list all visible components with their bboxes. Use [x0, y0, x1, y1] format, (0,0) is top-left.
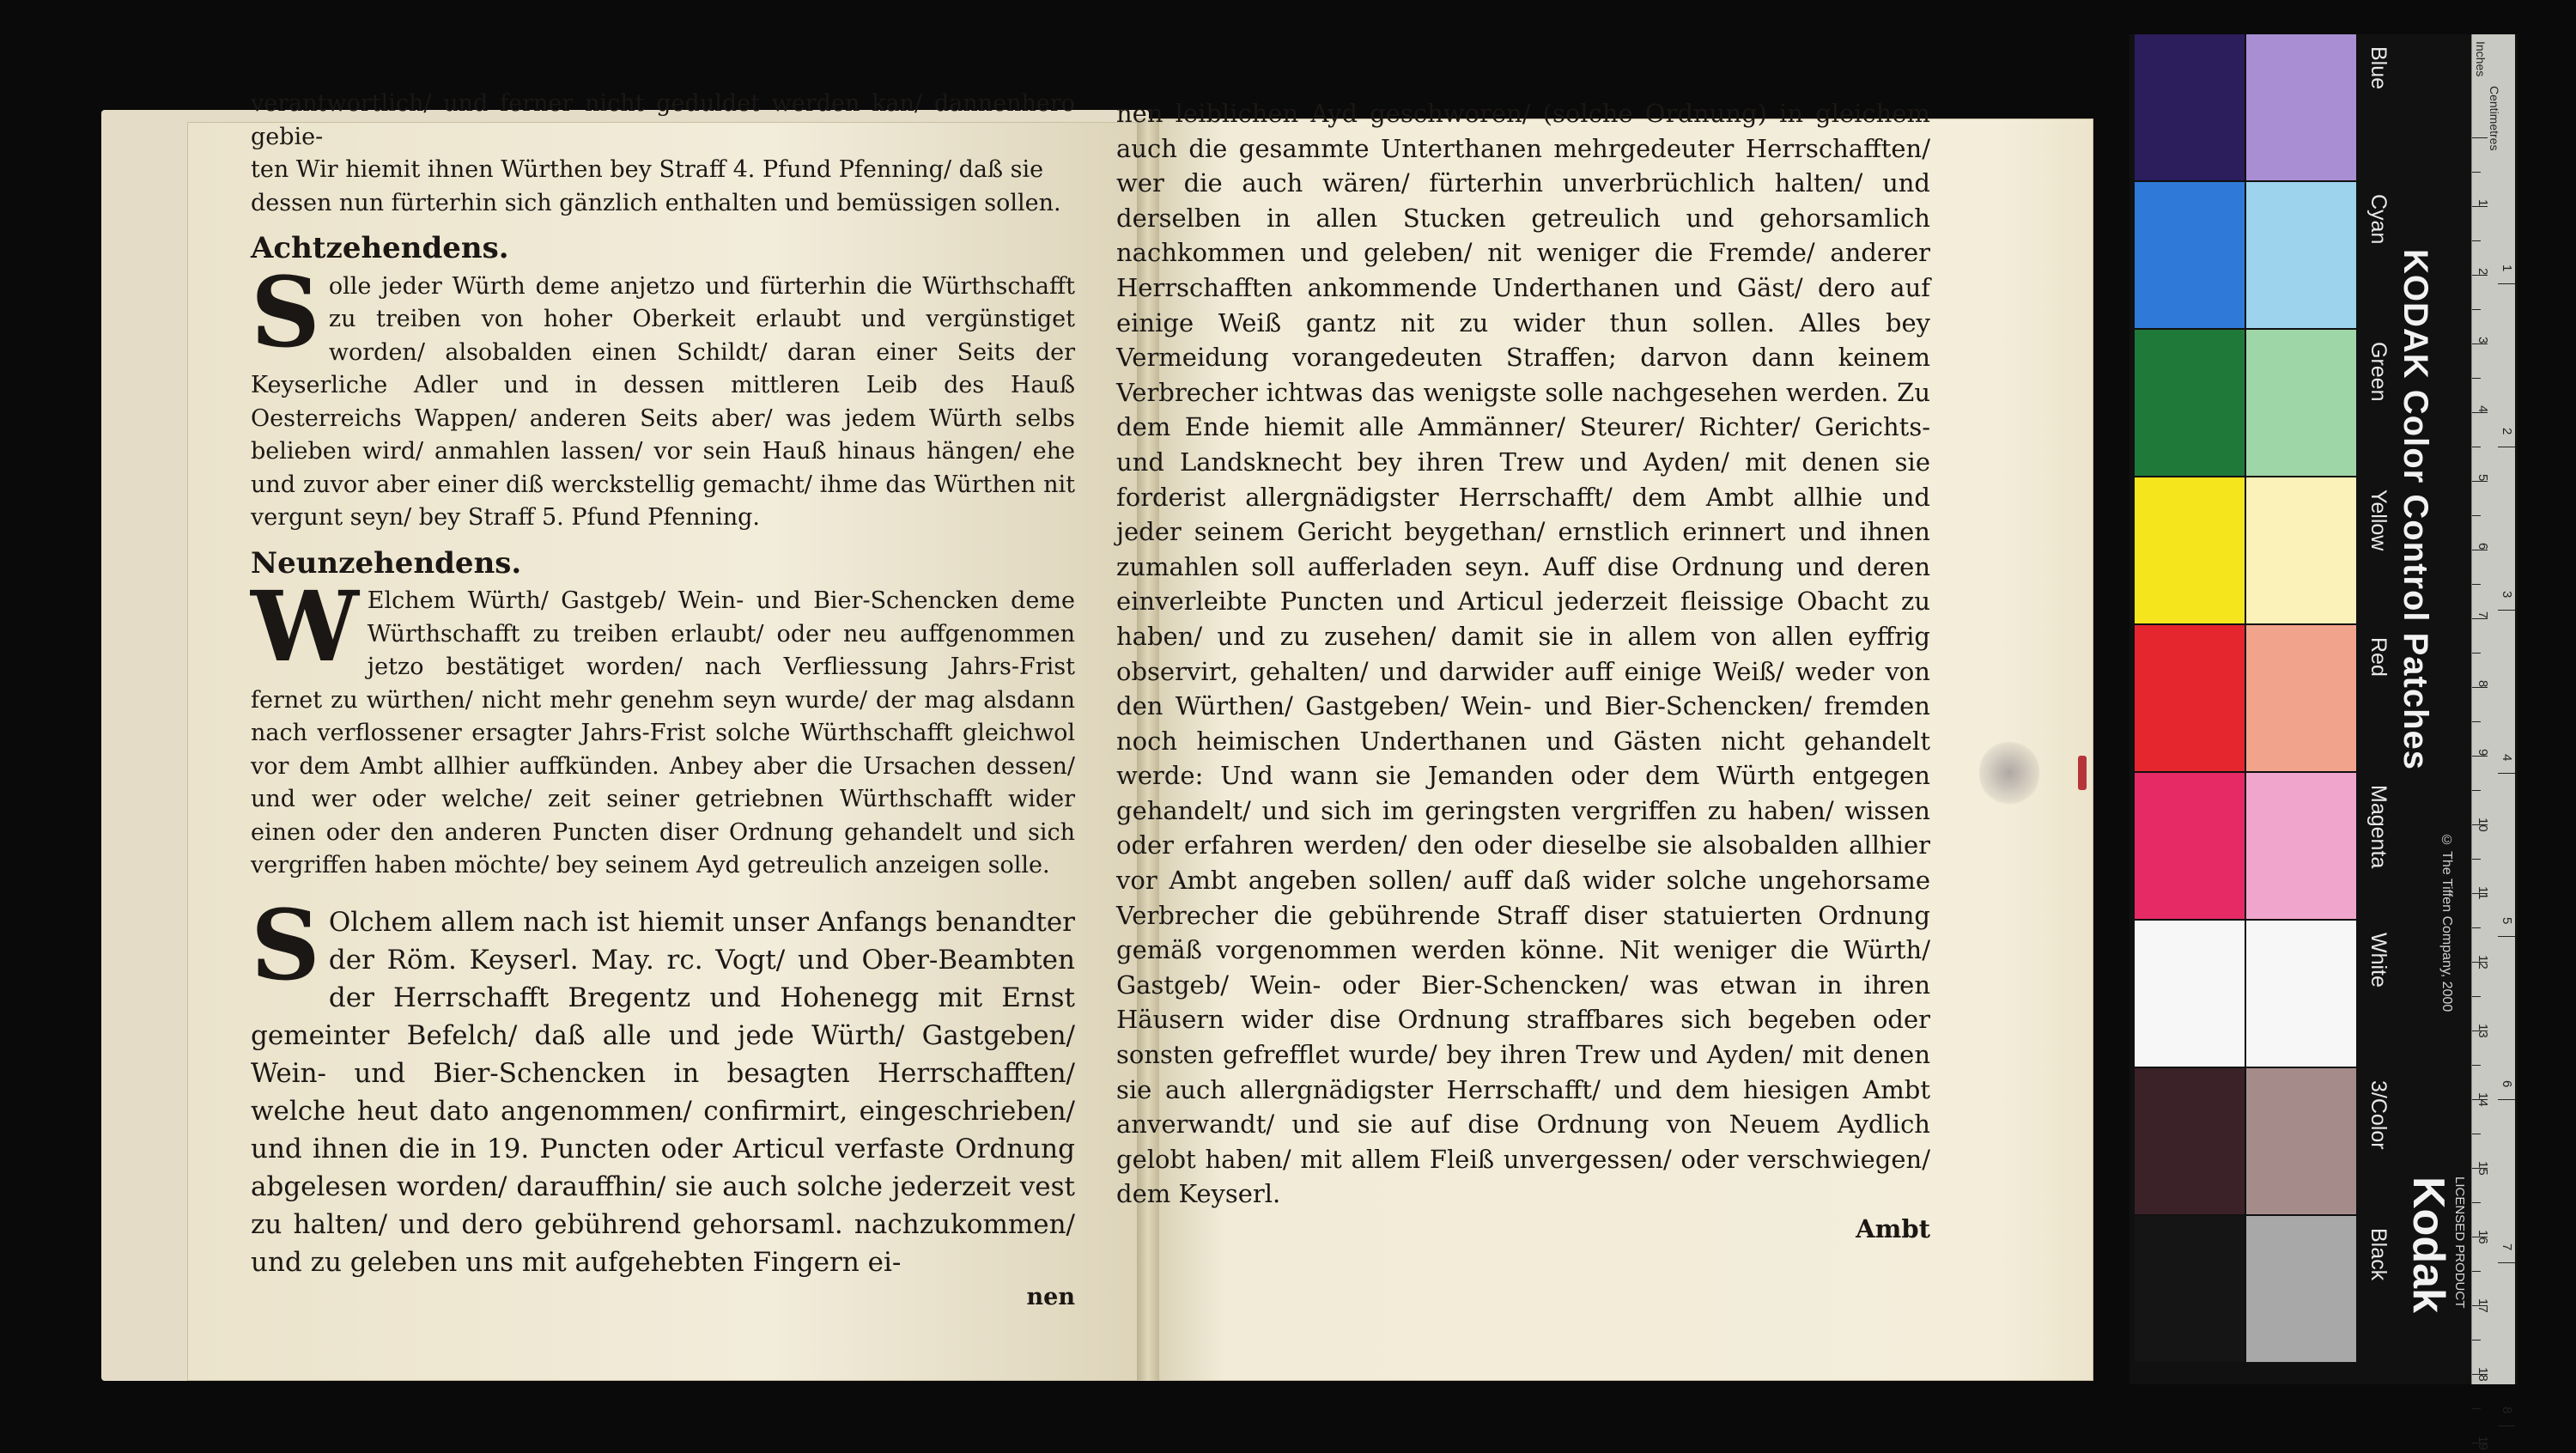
ruler-inch-number: 2: [2500, 428, 2514, 435]
section-18-dropcap: S: [251, 256, 320, 369]
ruler-tick: [2472, 653, 2481, 654]
patch-label: 3/Color: [2366, 1080, 2391, 1150]
patch-label: Black: [2366, 1228, 2391, 1281]
patch-light: [2246, 34, 2356, 180]
ruler-cm-number: 6: [2476, 543, 2490, 550]
ruler-tick: [2472, 721, 2481, 722]
patch-row-3-color: [2135, 1068, 2358, 1214]
intro-line-2: ten Wir hiemit ihnen Würthen bey Straff 4. Pfund Pfenning/ daß sie: [251, 156, 1044, 183]
patch-label: Red: [2366, 637, 2391, 677]
left-catchword: nen: [1026, 1283, 1075, 1310]
section-18-paragraph: [251, 256, 1075, 535]
ruler-cm-number: 14: [2476, 1092, 2490, 1107]
ruler-inch-number: 8: [2500, 1407, 2514, 1414]
color-control-bar: [2129, 34, 2518, 1450]
patch-label: Green: [2366, 342, 2391, 402]
ruler-tick: [2472, 1202, 2481, 1203]
kodak-logo: Kodak: [2403, 1176, 2453, 1313]
ruler-tick: [2472, 996, 2481, 997]
ruler-tick: [2472, 859, 2481, 860]
patch-light: [2246, 1216, 2356, 1362]
patch-row-black: [2135, 1216, 2358, 1362]
ruler-inch-tick: [2498, 1099, 2515, 1100]
right-page-text: [1116, 96, 1930, 1247]
ruler-inch-tick: [2498, 773, 2515, 774]
closing-dropcap: S: [251, 889, 320, 1002]
closing-paragraph: [251, 889, 1075, 1281]
patch-row-cyan: [2135, 182, 2358, 328]
patch-row-magenta: [2135, 773, 2358, 919]
patch-dark: [2135, 625, 2245, 771]
ruler-tick: [2472, 1065, 2481, 1066]
patch-row-yellow: [2135, 477, 2358, 623]
ruler-cm-number: 3: [2476, 337, 2490, 344]
closing-body: Olchem allem nach ist hiemit unser Anfangs benandter der Röm. Keyserl. May. rc. Vogt/ und Ober-Beambten der Herrschafft Bregentz und Hohenegg mit Ernst gemeinter Befelch/ daß alle und jede Würth/ Gastgeben/ Wein- und Bier-Schencken in besagten Herrschafften/ welche heut dato angenommen/ confirmirt, eingeschrieben/ und ihnen die in 19. Puncten oder Articul verfaste Ordnung abgelesen worden/ darauffhin/ sie auch solche jederzeit vest zu halten/ und dero gebührend gehorsaml. nachzukommen/ und zu geleben uns mit aufgehebten Fingern ei-: [251, 906, 1075, 1278]
licensed-product: LICENSED PRODUCT: [2452, 1176, 2467, 1309]
ruler-tick: [2472, 378, 2481, 379]
patch-label: White: [2366, 933, 2391, 988]
ruler-cm-number: 19: [2476, 1436, 2490, 1450]
patch-light: [2246, 477, 2356, 623]
patch-dark: [2135, 1068, 2245, 1214]
right-catchword: Ambt: [1856, 1214, 1930, 1243]
ruler-cm-number: 12: [2476, 955, 2490, 970]
ruler-cm-number: 17: [2476, 1298, 2490, 1313]
ruler-cm-label: Centimetres: [2488, 86, 2501, 151]
ruler-tick: [2472, 1271, 2481, 1272]
ruler-inches-label: Inches: [2474, 41, 2488, 77]
ruler-inch-number: 1: [2500, 264, 2514, 272]
measurement-ruler: [2471, 34, 2515, 1450]
ruler-cm-number: 5: [2476, 474, 2490, 482]
patch-row-white: [2135, 921, 2358, 1067]
ruler-tick: [2472, 515, 2481, 516]
ruler-tick: [2472, 309, 2481, 310]
patch-light: [2246, 921, 2356, 1067]
ruler-cm-number: 8: [2476, 680, 2490, 688]
ruler-cm-number: 9: [2476, 749, 2490, 757]
intro-line-1: verantwortlich/ und ferner nicht geduldet werden kan/ dannenhero gebie-: [251, 90, 1075, 150]
patch-light: [2246, 1068, 2356, 1214]
ruler-cm-number: 4: [2476, 405, 2490, 413]
patch-dark: [2135, 34, 2245, 180]
patch-row-green: [2135, 330, 2358, 476]
ruler-tick: [2472, 927, 2481, 928]
patch-label: Magenta: [2366, 785, 2391, 869]
ruler-tick: [2472, 584, 2481, 585]
ruler-tick: [2472, 137, 2488, 138]
patch-light: [2246, 330, 2356, 476]
patch-row-blue: [2135, 34, 2358, 180]
patch-light: [2246, 625, 2356, 771]
intro-line-3: dessen nun fürterhin sich gänzlich enthalten und bemüssigen sollen.: [251, 189, 1061, 216]
ruler-inch-tick: [2498, 610, 2515, 611]
left-page-text: [251, 88, 1075, 1314]
ruler-cm-number: 2: [2476, 268, 2490, 276]
section-18-body: olle jeder Würth deme anjetzo und fürterhin die Würthschafft zu treiben von hoher Oberkeit erlaubt und vergünstiget worden/ alsobalden einen Schildt/ daran einer Seits der Keyserliche Adler und in dessen mittleren Leib des Hauß Oesterreichs Wappen/ anderen Seits aber/ was jedem Würth selbs belieben wird/ anmahlen lassen/ vor sein Hauß hinaus hängen/ ehe und zuvor aber einer diß werckstellig gemacht/ ihme das Würthen nit vergunt seyn/ bey Straff 5. Pfund Pfenning.: [251, 272, 1075, 531]
ruler-cm-number: 18: [2476, 1367, 2490, 1382]
patch-label: Cyan: [2366, 194, 2391, 245]
ruler-tick: [2472, 1408, 2481, 1409]
color-bar-title: KODAK Color Control Patches: [2397, 249, 2434, 771]
patch-label: Yellow: [2366, 489, 2391, 551]
red-page-mark: [2078, 756, 2087, 790]
patch-row-red: [2135, 625, 2358, 771]
ruler-tick: [2472, 172, 2481, 173]
ruler-cm-number: 15: [2476, 1161, 2490, 1176]
ruler-tick: [2472, 1340, 2481, 1341]
ruler-cm-number: 16: [2476, 1230, 2490, 1244]
page-stain: [1979, 739, 2039, 807]
right-page-body: nen leiblichen Ayd geschworen/ (solche Ordnung) in gleichem auch die gesammte Unterthanen mehrgedeuter Herrschafften/ wer die auch wären/ fürterhin unverbrüchlich halten/ und derselben in allen Stucken getreulich und gehorsamlich nachkommen und geleben/ nit weniger die Fremde/ anderer Herrschafften ankommende Underthanen und Gäst/ dero auf einige Weiß gantz nit zu wider thun sollen. Alles bey Vermeidung vorangedeuten Straffen; darvon dann keinem Verbrecher ichtwas das wenigste solle nachgesehen werden. Zu dem Ende hiemit alle Ammänner/ Steurer/ Richter/ Gerichts- und Landsknecht bey ihren Trew und Ayden/ mit denen sie forderist allergnädigster Herrschafft/ dem Ambt allhie und jeder seinem Gericht beygethan/ ernstlich erinnert und ihnen zumahlen soll aufferladen seyn. Auff dise Ordnung und deren einverleibte Puncten und Articul jederzeit fleissige Obacht zu haben/ und zu zusehen/ damit sie in allem von allen eyffrig observirt, gehalten/ und darwider auff einige Weiß/ weder von den Würthen/ Gastgeben/ Wein- und Bier-Schencken/ fremden noch heimischen Underthanen und Gästen nicht gehandelt werde: Und wann sie Jemanden oder dem Würth entgegen gehandelt/ und sich im geringsten vergriffen zu haben/ wissen oder erfahren werden/ den oder dieselbe sie alsobalden allhier vor Ambt angeben sollen/ auff daß wider solche ungehorsame Verbrecher die gebührende Straff diser statuierten Ordnung gemäß vorgenommen werden könne. Nit weniger die Würth/ Gastgeb/ Wein- oder Bier-Schencken/ was etwan in ihren Häusern wider dise Ordnung straffbares sich begeben oder sonsten gefrefflet wurde/ bey ihren Trew und Ayden/ mit denen sie auch allergnädigster Herrschafft/ und dem hiesigen Ambt anverwandt/ und sie auf dise Ordnung von Neuem Aydlich gelobt haben/ mit allem Fleiß unvergessen/ oder verschwiegen/ dem Keyserl.: [1116, 99, 1930, 1209]
section-19-heading: Neunzehendens.: [251, 545, 522, 581]
ruler-inch-number: 5: [2500, 917, 2514, 925]
ruler-tick: [2472, 240, 2481, 241]
ruler-inch-number: 3: [2500, 591, 2514, 599]
section-18-heading: Achtzehendens.: [251, 231, 509, 265]
patch-dark: [2135, 477, 2245, 623]
patch-light: [2246, 773, 2356, 919]
ruler-inch-tick: [2498, 936, 2515, 937]
patch-dark: [2135, 921, 2245, 1067]
ruler-cm-number: 7: [2476, 611, 2490, 619]
ruler-cm-number: 13: [2476, 1024, 2490, 1038]
ruler-tick: [2472, 790, 2481, 791]
ruler-inch-number: 7: [2500, 1243, 2514, 1251]
patch-dark: [2135, 773, 2245, 919]
ruler-inch-number: 6: [2500, 1080, 2514, 1088]
ruler-inch-tick: [2498, 283, 2515, 284]
patch-dark: [2135, 330, 2245, 476]
section-19-body: Elchem Würth/ Gastgeb/ Wein- und Bier-Schencken deme Würthschafft zu treiben erlaubt/ oder neu auffgenommen jetzo bestätiget worden/ nach Verfliessung Jahrs-Frist fernet zu würthen/ nicht mehr genehm seyn wurde/ der mag alsdann nach verflossener ersagter Jahrs-Frist solche Würthschafft gleichwol vor dem Ambt allhier auffkünden. Anbey aber die Ursachen dessen/ und wer oder welche/ zeit seiner getriebnen Würthschafft wider einen oder den anderen Puncten diser Ordnung gehandelt und sich vergriffen haben möchte/ bey seinem Ayd getreulich anzeigen solle.: [251, 587, 1075, 878]
patch-light: [2246, 182, 2356, 328]
ruler-cm-number: 1: [2476, 199, 2490, 207]
patch-label: Blue: [2366, 46, 2391, 90]
color-bar-copyright: © The Tiffen Company, 2000: [2439, 833, 2454, 1012]
ruler-inch-tick: [2498, 1262, 2515, 1263]
ruler-cm-number: 10: [2476, 818, 2490, 832]
patch-dark: [2135, 182, 2245, 328]
section-19-dropcap: W: [251, 571, 359, 684]
ruler-inch-number: 4: [2500, 754, 2514, 762]
patch-dark: [2135, 1216, 2245, 1362]
section-19-paragraph: [251, 571, 1075, 883]
ruler-cm-number: 11: [2476, 886, 2490, 900]
